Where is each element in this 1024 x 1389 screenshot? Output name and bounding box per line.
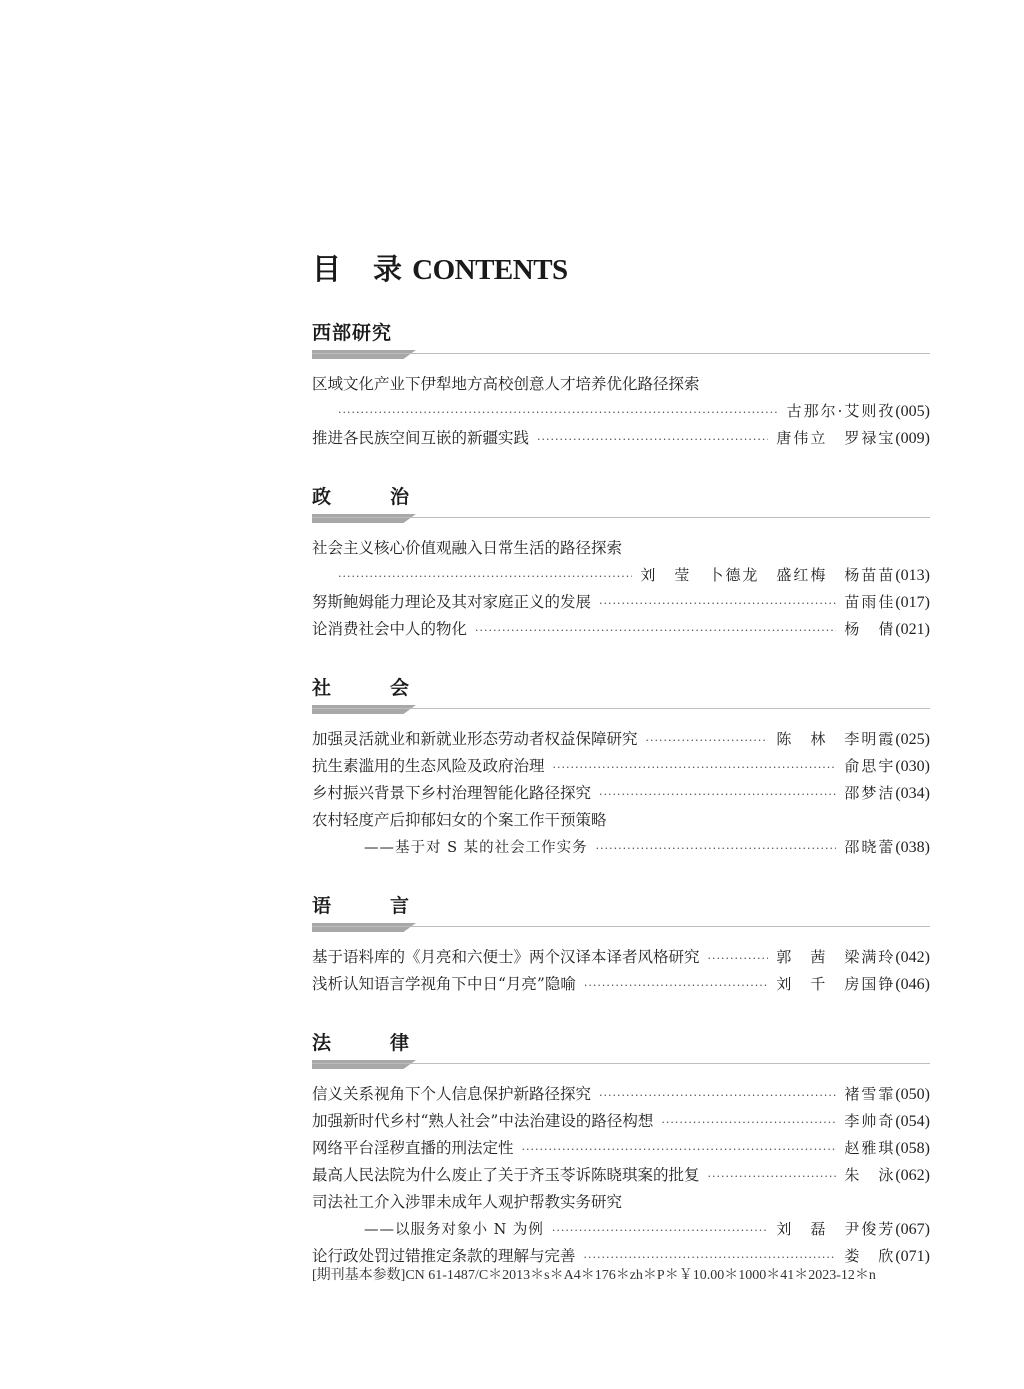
toc-sections [312, 320, 930, 1270]
toc-entry[interactable] [312, 726, 930, 753]
entry-page-number: (058) [895, 1140, 930, 1157]
entry-page-number: (009) [895, 430, 930, 447]
entry-author-page [844, 1108, 930, 1135]
entry-authors: 李帅奇 [844, 1112, 896, 1130]
journal-parameters: [期刊基本参数]CN 61-1487/C＊2013＊s＊A4＊176＊zh＊P＊￥10.00＊1000＊41＊2023-12＊n [312, 1268, 876, 1283]
section-divider [312, 350, 930, 359]
dot-leader [552, 1217, 768, 1244]
toc-entry[interactable] [312, 971, 930, 998]
entry-title[interactable]: 基于语料库的《月亮和六便士》两个汉译本译者风格研究 [312, 948, 700, 966]
entry-author-page [844, 616, 930, 643]
toc-section [312, 1030, 930, 1270]
entry-author-page [776, 425, 930, 452]
entry-authors: 刘 莹 卜德龙 盛红梅 杨苗苗 [640, 566, 896, 584]
dot-leader [599, 590, 836, 617]
dot-leader [661, 1109, 836, 1136]
dot-leader [584, 972, 768, 999]
entry-authors: 刘 千 房国铮 [776, 975, 896, 993]
entry-page-number: (025) [895, 731, 930, 748]
toc-title-cn-2: 录 [373, 252, 403, 286]
toc-section [312, 320, 930, 452]
toc-entry[interactable] [312, 616, 930, 643]
entry-page-number: (017) [895, 594, 930, 611]
toc-entry[interactable] [312, 1189, 930, 1216]
entry-page-number: (067) [895, 1221, 930, 1238]
entry-page-number: (021) [895, 621, 930, 638]
dot-leader [708, 1163, 837, 1190]
toc-entry-continuation[interactable] [312, 1216, 930, 1243]
toc-section [312, 893, 930, 998]
entry-title[interactable]: 论行政处罚过错推定条款的理解与完善 [312, 1247, 576, 1265]
dot-leader [553, 754, 837, 781]
entry-title[interactable]: 浅析认知语言学视角下中日“月亮”隐喻 [312, 975, 576, 993]
toc-entry-continuation[interactable] [312, 834, 930, 861]
table-of-contents [312, 250, 930, 1270]
entry-title[interactable]: 网络平台淫秽直播的刑法定性 [312, 1139, 514, 1157]
entry-title[interactable]: 努斯鲍姆能力理论及其对家庭正义的发展 [312, 593, 592, 611]
entry-title[interactable]: 农村轻度产后抑郁妇女的个案工作干预策略 [312, 811, 607, 829]
toc-title-cn-1: 目 [312, 252, 342, 286]
section-heading: 政 治 [312, 486, 430, 508]
entry-authors: 邵晓蕾 [844, 838, 896, 856]
entry-author-page [844, 780, 930, 807]
entry-page-number: (050) [895, 1086, 930, 1103]
entry-authors: 朱 泳 [844, 1166, 896, 1184]
section-divider [312, 1060, 930, 1069]
entry-author-page [844, 1162, 930, 1189]
entry-page-number: (062) [895, 1167, 930, 1184]
section-heading: 语 言 [312, 895, 430, 917]
entry-author-page [844, 834, 930, 861]
entry-author-page [787, 398, 930, 425]
entry-authors: 赵雅琪 [844, 1139, 896, 1157]
section-divider [312, 514, 930, 523]
dot-leader [708, 945, 769, 972]
entry-page-number: (042) [895, 949, 930, 966]
toc-entry[interactable] [312, 535, 930, 562]
entry-author-page [776, 726, 930, 753]
dot-leader [338, 563, 632, 590]
entry-title[interactable]: 信义关系视角下个人信息保护新路径探究 [312, 1085, 592, 1103]
entry-title[interactable]: 加强新时代乡村“熟人社会”中法治建设的路径构想 [312, 1112, 654, 1130]
toc-entry[interactable] [312, 589, 930, 616]
toc-entry[interactable] [312, 753, 930, 780]
entry-page-number: (013) [895, 567, 930, 584]
toc-entry-continuation[interactable] [312, 562, 930, 589]
entry-title[interactable]: 推进各民族空间互嵌的新疆实践 [312, 429, 530, 447]
entry-author-page [844, 1135, 930, 1162]
toc-title [312, 250, 930, 288]
entry-page-number: (005) [895, 403, 930, 420]
entry-subtitle[interactable]: ——以服务对象小 N 为例 [364, 1222, 544, 1238]
entry-title[interactable]: 乡村振兴背景下乡村治理智能化路径探究 [312, 784, 592, 802]
entry-page-number: (046) [895, 976, 930, 993]
toc-entry[interactable] [312, 1081, 930, 1108]
dot-leader [338, 399, 779, 426]
entry-page-number: (054) [895, 1113, 930, 1130]
entry-authors: 唐伟立 罗禄宝 [776, 429, 896, 447]
dot-leader [599, 1082, 836, 1109]
entry-authors: 娄 欣 [844, 1247, 896, 1265]
dot-leader [596, 835, 837, 862]
toc-section [312, 484, 930, 643]
entry-subtitle[interactable]: ——基于对 S 某的社会工作实务 [364, 840, 588, 856]
entry-page-number: (038) [895, 839, 930, 856]
dot-leader [646, 727, 769, 754]
entry-title[interactable]: 社会主义核心价值观融入日常生活的路径探索 [312, 539, 623, 557]
entry-authors: 陈 林 李明霞 [776, 730, 896, 748]
entry-title[interactable]: 司法社工介入涉罪未成年人观护帮教实务研究 [312, 1193, 623, 1211]
entry-author-page [776, 1216, 930, 1243]
section-heading: 法 律 [312, 1032, 430, 1054]
toc-entry[interactable] [312, 1108, 930, 1135]
entry-author-page [640, 562, 930, 589]
entry-page-number: (071) [895, 1248, 930, 1265]
toc-title-en: CONTENTS [412, 254, 568, 286]
entry-authors: 郭 茜 梁满玲 [776, 948, 896, 966]
dot-leader [475, 617, 836, 644]
toc-entry-continuation[interactable] [312, 398, 930, 425]
section-heading: 西部研究 [312, 322, 393, 344]
toc-section [312, 675, 930, 861]
entry-authors: 俞思宇 [844, 757, 896, 775]
toc-entry[interactable] [312, 425, 930, 452]
entry-author-page [776, 944, 930, 971]
entry-title[interactable]: 抗生素滥用的生态风险及政府治理 [312, 757, 545, 775]
dot-leader [599, 781, 836, 808]
entry-authors: 刘 磊 尹俊芳 [776, 1220, 896, 1238]
entry-title[interactable]: 论消费社会中人的物化 [312, 620, 468, 638]
entry-authors: 褚雪霏 [844, 1085, 896, 1103]
toc-entry[interactable] [312, 1162, 930, 1189]
section-divider [312, 705, 930, 714]
entry-author-page [844, 589, 930, 616]
dot-leader [537, 426, 768, 453]
entry-authors: 古那尔·艾则孜 [786, 402, 896, 420]
entry-author-page [844, 1081, 930, 1108]
entry-authors: 杨 倩 [844, 620, 896, 638]
toc-entry[interactable] [312, 371, 930, 398]
dot-leader [522, 1136, 837, 1163]
toc-entry[interactable] [312, 944, 930, 971]
entry-title[interactable]: 区域文化产业下伊犁地方高校创意人才培养优化路径探索 [312, 375, 700, 393]
entry-page-number: (034) [895, 785, 930, 802]
entry-page-number: (030) [895, 758, 930, 775]
section-divider [312, 923, 930, 932]
section-heading: 社 会 [312, 677, 430, 699]
entry-author-page [844, 753, 930, 780]
toc-entry[interactable] [312, 1135, 930, 1162]
entry-authors: 邵梦洁 [844, 784, 896, 802]
entry-authors: 苗雨佳 [844, 593, 896, 611]
entry-title[interactable]: 加强灵活就业和新就业形态劳动者权益保障研究 [312, 730, 638, 748]
toc-entry[interactable] [312, 780, 930, 807]
toc-entry[interactable] [312, 807, 930, 834]
entry-title[interactable]: 最高人民法院为什么废止了关于齐玉苓诉陈晓琪案的批复 [312, 1166, 700, 1184]
entry-author-page [776, 971, 930, 998]
